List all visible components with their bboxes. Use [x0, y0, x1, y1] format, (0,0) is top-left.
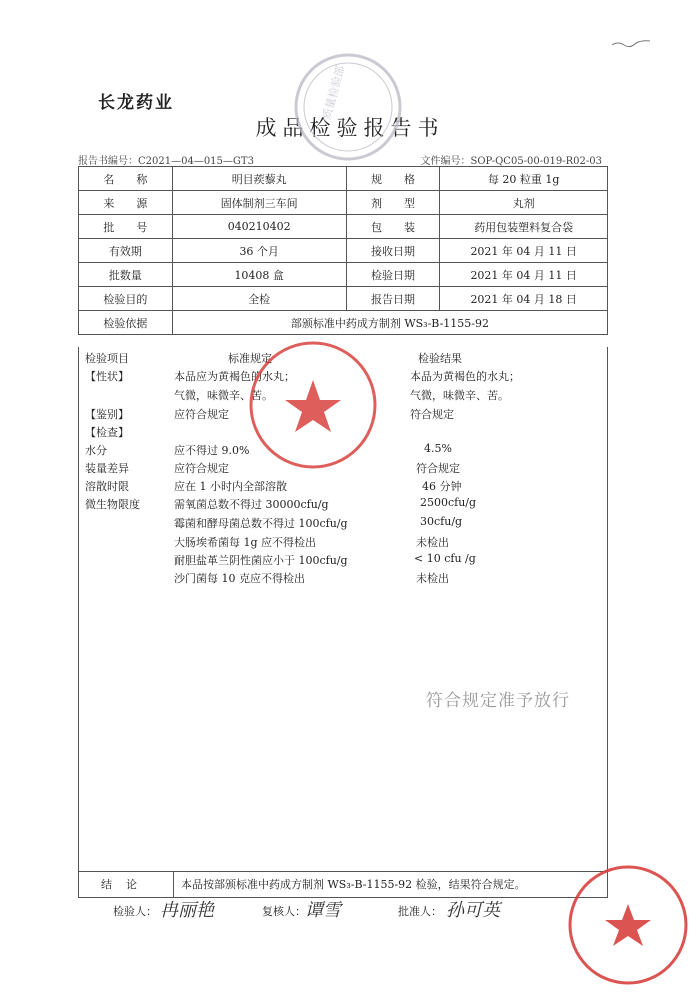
reviewer-signature: 谭雪 [305, 900, 341, 921]
approver-signature: 孙可英 [446, 900, 500, 921]
result-value: 2500cfu/g [420, 496, 477, 509]
validity-label: 有效期 [79, 239, 173, 263]
company-seal-mid-icon [251, 343, 375, 467]
quality-assurance-seal-icon [570, 867, 686, 983]
receive-date-label: 接收日期 [346, 239, 440, 263]
test-date-label: 检验日期 [346, 263, 440, 287]
result-value: 4.5% [424, 442, 452, 455]
result-standard: 应在 1 小时内全部溶散 [174, 480, 287, 493]
result-item: 水分 [85, 444, 107, 457]
result-item: 微生物限度 [85, 498, 140, 511]
release-stamp: 符合规定准予放行 [426, 691, 570, 711]
result-value: < 10 cfu /g [414, 552, 476, 565]
result-standard: 气微，味微辛、苦。 [174, 389, 273, 402]
svg-text:质量检验部: 质量检验部 [320, 64, 348, 121]
inspector-signature: 冉丽艳 [160, 900, 214, 921]
source-label: 来 源 [79, 191, 173, 215]
result-value: 气微，味微辛、苦。 [410, 389, 509, 402]
basis-value: 部颁标准中药成方制剂 WS₃-B-1155-92 [172, 311, 607, 335]
result-standard: 沙门菌每 10 克应不得检出 [174, 572, 305, 585]
inspector-label: 检验人： [113, 905, 157, 918]
report-title: 成品检验报告书 [255, 116, 445, 140]
report-date-value: 2021 年 04 月 18 日 [440, 287, 608, 311]
result-standard: 霉菌和酵母菌总数不得过 100cfu/g [174, 517, 348, 530]
col-result-header: 检验结果 [418, 352, 462, 365]
file-number: 文件编号：SOP-QC05-00-019-R02-03 [420, 156, 602, 167]
conclusion-text: 本品按部颁标准中药成方制剂 WS₃-B-1155-92 检验，结果符合规定。 [181, 878, 526, 891]
purpose-label: 检验目的 [79, 287, 173, 311]
spec-label: 规 格 [346, 167, 440, 191]
result-value: 46 分钟 [422, 480, 462, 493]
batch-label: 批 号 [79, 215, 173, 239]
result-standard: 本品应为黄褐色的水丸； [174, 370, 295, 383]
result-value: 未检出 [416, 536, 449, 549]
result-item: 【性状】 [85, 370, 129, 383]
result-item: 溶散时限 [85, 480, 129, 493]
report-date-label: 报告日期 [346, 287, 440, 311]
result-value: 本品为黄褐色的水丸； [410, 370, 520, 383]
approver-label: 批准人： [398, 905, 442, 918]
test-date-value: 2021 年 04 月 11 日 [440, 263, 608, 287]
result-value: 30cfu/g [420, 515, 463, 528]
name-label: 名 称 [79, 167, 173, 191]
spec-value: 每 20 粒重 1g [440, 167, 608, 191]
form-value: 丸剂 [440, 191, 608, 215]
result-item: 【检查】 [85, 426, 129, 439]
batch-value: 040210402 [172, 215, 346, 239]
purpose-value: 全检 [172, 287, 346, 311]
qc-department-seal-icon [296, 55, 400, 159]
reviewer-label: 复核人： [262, 905, 306, 918]
result-standard: 应符合规定 [174, 408, 229, 421]
result-standard: 需氧菌总数不得过 30000cfu/g [174, 498, 329, 511]
company-name: 长龙药业 [98, 93, 174, 113]
receive-date-value: 2021 年 04 月 11 日 [440, 239, 608, 263]
result-value: 符合规定 [416, 462, 460, 475]
pack-label: 包 装 [346, 215, 440, 239]
result-standard: 应不得过 9.0% [174, 444, 250, 457]
result-standard: 耐胆盐革兰阴性菌应小于 100cfu/g [174, 554, 348, 567]
basis-label: 检验依据 [79, 311, 173, 335]
name-value: 明目蒺藜丸 [172, 167, 346, 191]
corner-mark-icon [612, 41, 650, 47]
pack-value: 药用包装塑料复合袋 [440, 215, 608, 239]
result-value: 符合规定 [410, 408, 454, 421]
conclusion-label: 结论 [79, 872, 174, 897]
form-label: 剂 型 [346, 191, 440, 215]
result-standard: 大肠埃希菌每 1g 应不得检出 [174, 536, 317, 549]
validity-value: 36 个月 [172, 239, 346, 263]
result-item: 装量差异 [85, 462, 129, 475]
result-value: 未检出 [416, 572, 449, 585]
result-standard: 应符合规定 [174, 462, 229, 475]
quantity-value: 10408 盒 [172, 263, 346, 287]
quantity-label: 批数量 [79, 263, 173, 287]
source-value: 固体制剂三车间 [172, 191, 346, 215]
result-item: 【鉴别】 [85, 408, 129, 421]
col-item-header: 检验项目 [85, 352, 129, 365]
report-number: 报告书编号：C2021—04—015—GT3 [78, 156, 254, 167]
col-standard-header: 标准规定 [228, 352, 272, 365]
